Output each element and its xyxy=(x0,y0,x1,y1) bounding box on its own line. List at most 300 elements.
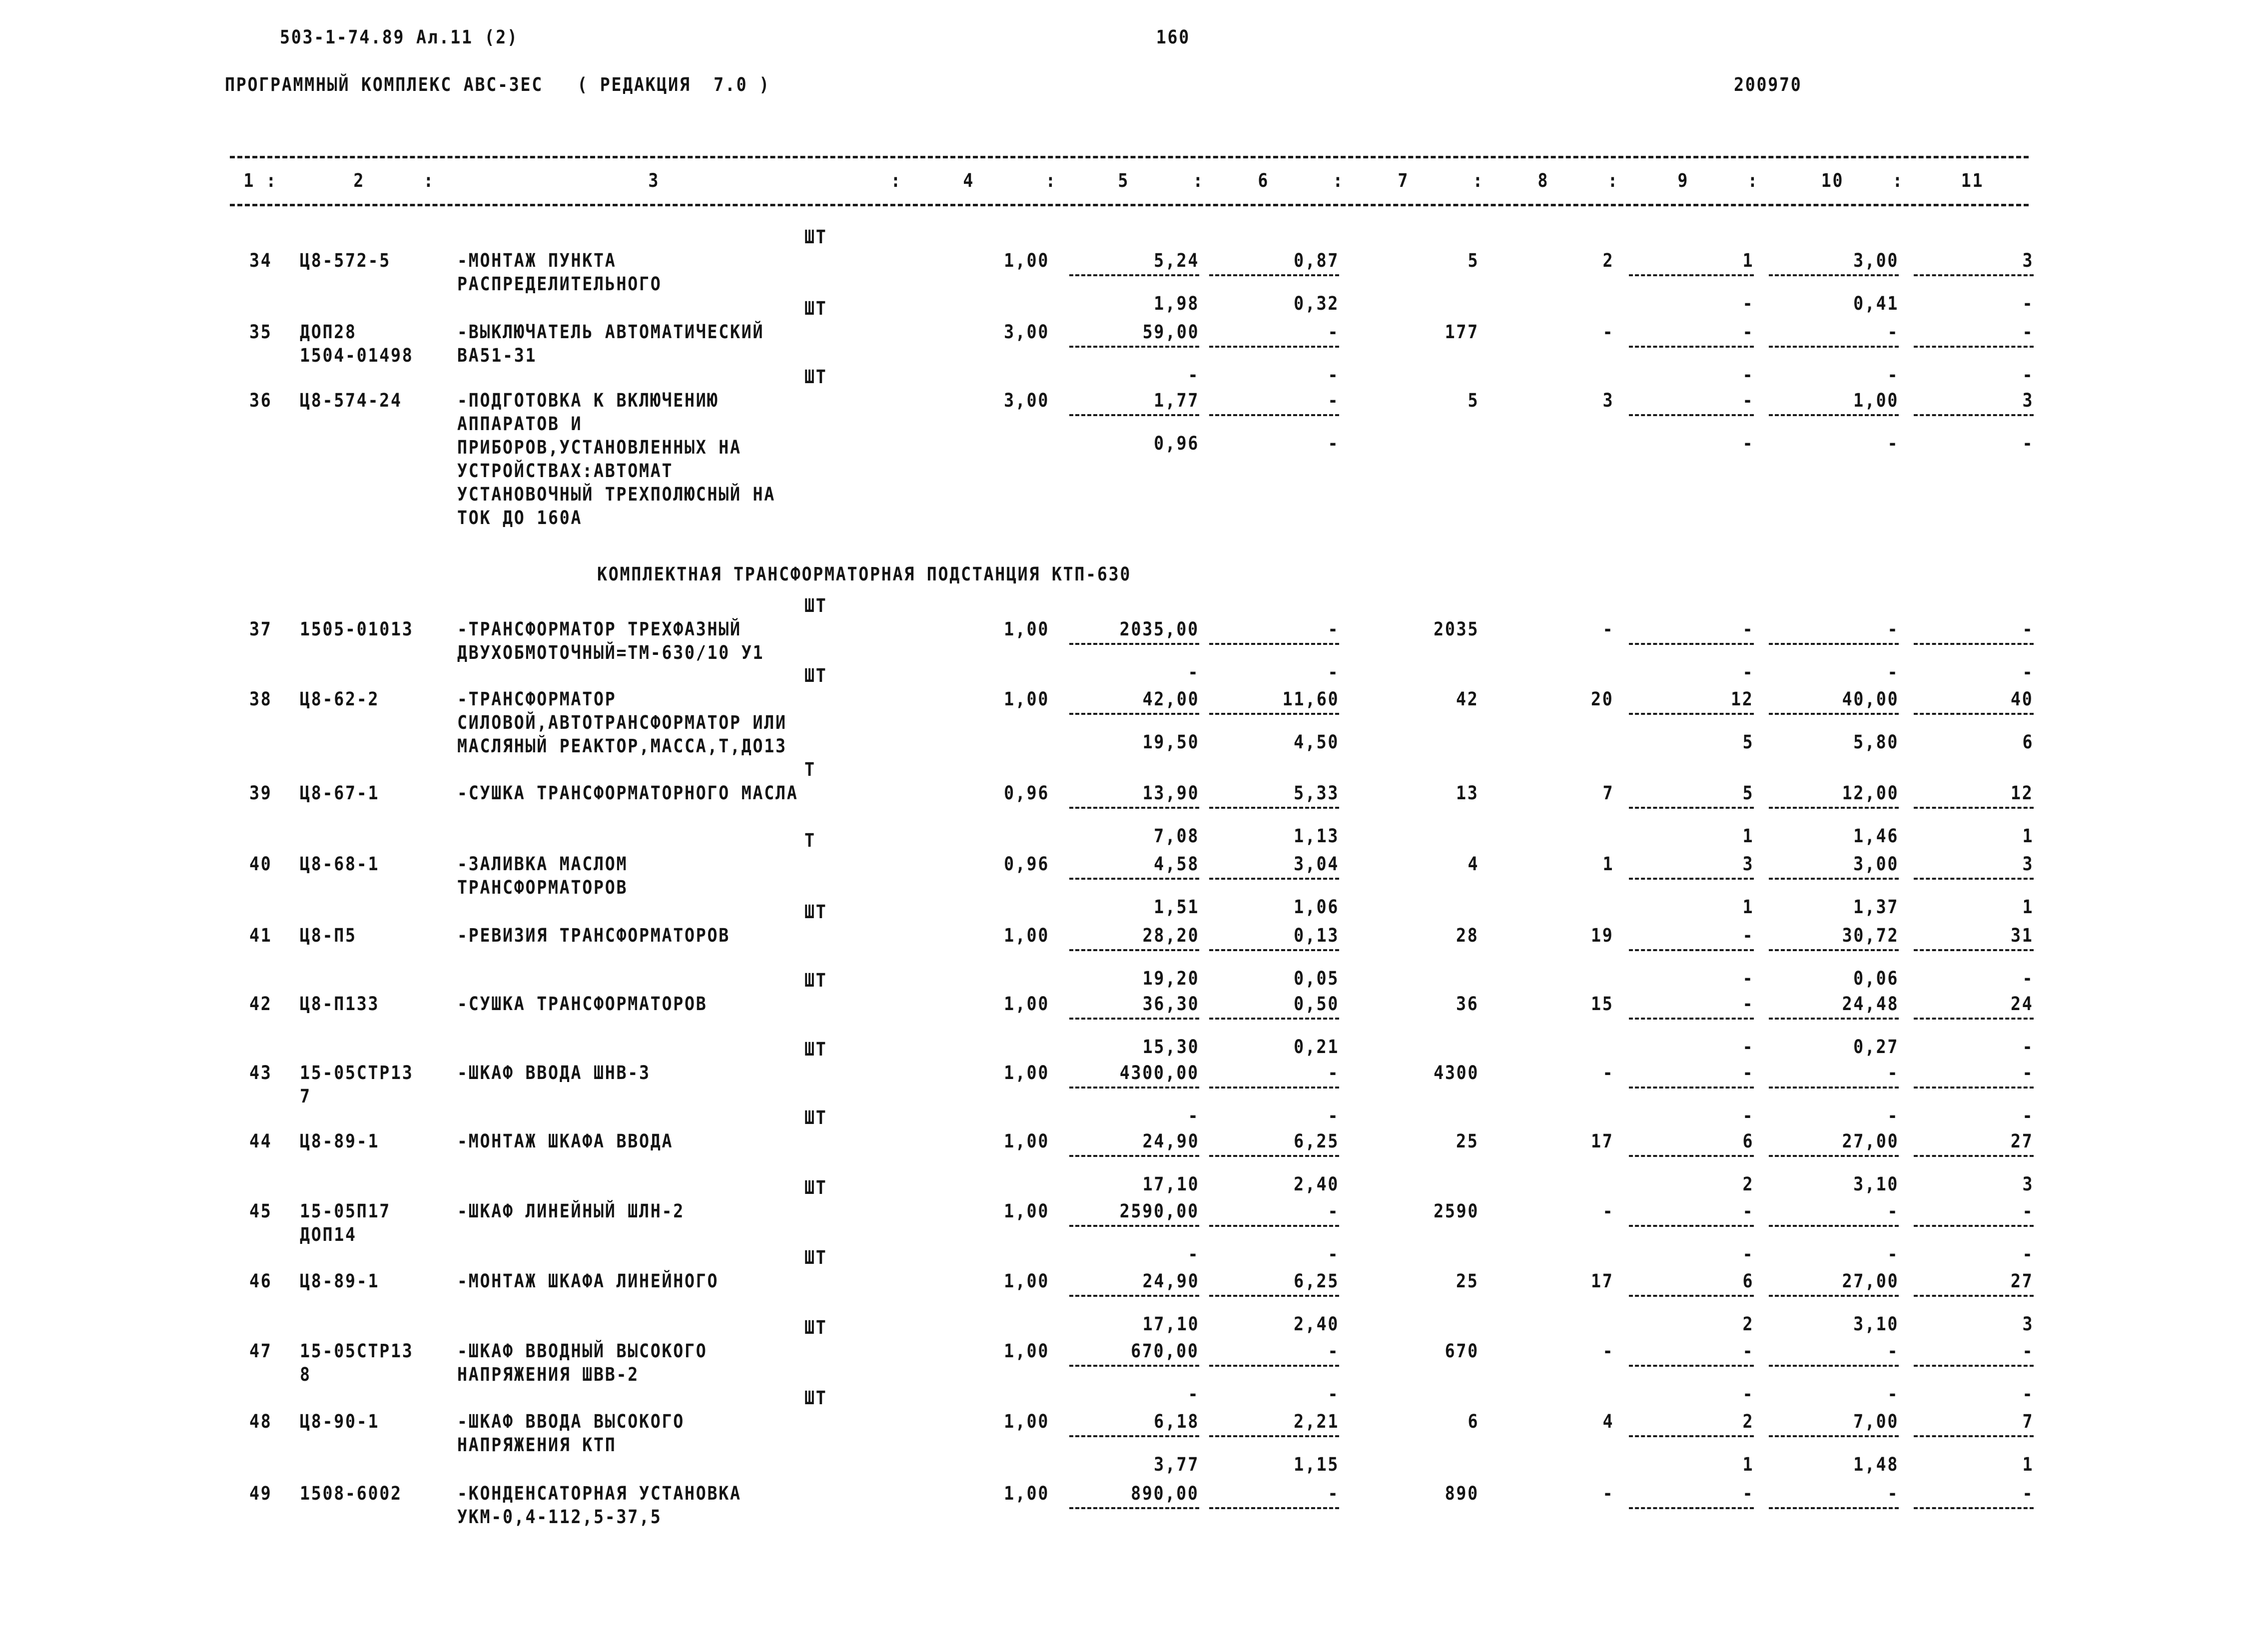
value-cell-c6b: 0,05 xyxy=(1294,968,1339,989)
value-cell-c6: - xyxy=(1328,618,1339,640)
description-cell: -ТРАНСФОРМАТОР xyxy=(457,688,617,710)
code-cell: Ц8-67-1 xyxy=(300,782,380,804)
value-cell-c10b: 1,46 xyxy=(1853,825,1899,847)
cell-divider xyxy=(1769,274,1899,276)
cell-divider xyxy=(1209,1225,1339,1227)
cell-divider xyxy=(1209,1018,1339,1020)
value-cell-c9b: 2 xyxy=(1742,1173,1754,1195)
description-cell: -КОНДЕНСАТОРНАЯ УСТАНОВКА xyxy=(457,1483,742,1504)
quantity-cell: 1,00 xyxy=(1004,1340,1049,1362)
value-cell-c6b: - xyxy=(1328,1383,1339,1405)
column-header-7: 7 xyxy=(1398,170,1410,191)
value-cell-c8: 3 xyxy=(1602,390,1614,411)
cell-divider xyxy=(1629,1087,1754,1089)
value-cell-c7: 5 xyxy=(1468,250,1479,271)
value-cell-c11b: 1 xyxy=(2022,825,2034,847)
value-cell-c9: - xyxy=(1742,390,1754,411)
value-cell-c6: 11,60 xyxy=(1282,688,1339,710)
row-number: 38 xyxy=(249,688,272,710)
description-cell: -ШКАФ ВВОДА ВЫСОКОГО xyxy=(457,1411,685,1432)
description-cell: МАСЛЯНЫЙ РЕАКТОР,МАССА,Т,ДО13 xyxy=(457,735,787,757)
value-cell-c11: 3 xyxy=(2022,390,2034,411)
cell-divider xyxy=(1629,1507,1754,1509)
code-cell: Ц8-62-2 xyxy=(300,688,380,710)
value-cell-c11: 7 xyxy=(2022,1411,2034,1432)
value-cell-c8: 2 xyxy=(1602,250,1614,271)
cell-divider xyxy=(1069,1155,1199,1157)
value-cell-c11b: - xyxy=(2022,1243,2034,1265)
code-cell: 15-05СТР13 xyxy=(300,1062,414,1084)
cell-divider xyxy=(1914,1087,2034,1089)
value-cell-c10b: 1,48 xyxy=(1853,1454,1899,1475)
value-cell-c5: 2035,00 xyxy=(1119,618,1199,640)
value-cell-c11: 27 xyxy=(2011,1130,2034,1152)
value-cell-c6b: - xyxy=(1328,364,1339,386)
value-cell-c10: 30,72 xyxy=(1842,925,1899,946)
value-cell-c5: 6,18 xyxy=(1154,1411,1199,1432)
row-number: 42 xyxy=(249,993,272,1015)
cell-divider xyxy=(1769,1225,1899,1227)
description-cell: РАСПРЕДЕЛИТЕЛЬНОГО xyxy=(457,273,662,295)
cell-divider xyxy=(1209,878,1339,880)
value-cell-c6: - xyxy=(1328,1340,1339,1362)
quantity-cell: 0,96 xyxy=(1004,782,1049,804)
column-separator: : xyxy=(1193,170,1205,191)
value-cell-c10b: - xyxy=(1887,1243,1899,1265)
cell-divider xyxy=(1069,346,1199,348)
value-cell-c6b: 2,40 xyxy=(1294,1313,1339,1335)
value-cell-c5: 1,77 xyxy=(1154,390,1199,411)
value-cell-c11b: - xyxy=(2022,661,2034,683)
value-cell-c8: 15 xyxy=(1591,993,1614,1015)
value-cell-c5b: 1,51 xyxy=(1154,896,1199,918)
value-cell-c6b: - xyxy=(1328,1243,1339,1265)
code-cell: 7 xyxy=(300,1086,311,1107)
row-number: 41 xyxy=(249,925,272,946)
value-cell-c9: 6 xyxy=(1742,1270,1754,1292)
value-cell-c5: 24,90 xyxy=(1142,1270,1199,1292)
value-cell-c8: - xyxy=(1602,618,1614,640)
value-cell-c7: 42 xyxy=(1456,688,1479,710)
cell-divider xyxy=(1914,414,2034,416)
value-cell-c7: 890 xyxy=(1445,1483,1479,1504)
unit-cell: ШТ xyxy=(804,366,827,388)
value-cell-c5: 890,00 xyxy=(1131,1483,1199,1504)
value-cell-c9b: 1 xyxy=(1742,1454,1754,1475)
quantity-cell: 1,00 xyxy=(1004,1483,1049,1504)
unit-cell: ШТ xyxy=(804,665,827,686)
description-cell: -ШКАФ ВВОДА ШНВ-3 xyxy=(457,1062,651,1084)
cell-divider xyxy=(1069,1365,1199,1367)
description-cell: -МОНТАЖ ШКАФА ЛИНЕЙНОГО xyxy=(457,1270,719,1292)
cell-divider xyxy=(1069,1225,1199,1227)
value-cell-c5b: - xyxy=(1188,1383,1199,1405)
value-cell-c8: - xyxy=(1602,1340,1614,1362)
value-cell-c8: 7 xyxy=(1602,782,1614,804)
value-cell-c11b: - xyxy=(2022,293,2034,314)
quantity-cell: 0,96 xyxy=(1004,853,1049,875)
code-cell: Ц8-П5 xyxy=(300,925,357,946)
value-cell-c10b: - xyxy=(1887,433,1899,454)
row-number: 45 xyxy=(249,1200,272,1222)
row-number: 36 xyxy=(249,390,272,411)
value-cell-c8: - xyxy=(1602,1062,1614,1084)
doc-code: 503-1-74.89 Ал.11 (2) xyxy=(280,26,519,48)
cell-divider xyxy=(1914,1507,2034,1509)
value-cell-c9: - xyxy=(1742,1483,1754,1504)
value-cell-c5b: 17,10 xyxy=(1142,1313,1199,1335)
cell-divider xyxy=(1069,274,1199,276)
cell-divider xyxy=(1069,1295,1199,1297)
quantity-cell: 1,00 xyxy=(1004,1062,1049,1084)
value-cell-c9: - xyxy=(1742,1062,1754,1084)
value-cell-c10: 27,00 xyxy=(1842,1130,1899,1152)
unit-cell: ШТ xyxy=(804,1107,827,1128)
value-cell-c11: 3 xyxy=(2022,853,2034,875)
description-cell: СИЛОВОЙ,АВТОТРАНСФОРМАТОР ИЛИ xyxy=(457,712,787,733)
description-cell: -ШКАФ ВВОДНЫЙ ВЫСОКОГО xyxy=(457,1340,708,1362)
value-cell-c9: 6 xyxy=(1742,1130,1754,1152)
row-number: 34 xyxy=(249,250,272,271)
cell-divider xyxy=(1769,807,1899,809)
value-cell-c9b: 1 xyxy=(1742,896,1754,918)
column-header-9: 9 xyxy=(1677,170,1689,191)
unit-cell: ШТ xyxy=(804,595,827,616)
code-cell: Ц8-68-1 xyxy=(300,853,380,875)
description-cell: -ПОДГОТОВКА К ВКЛЮЧЕНИЮ xyxy=(457,390,719,411)
value-cell-c6: 6,25 xyxy=(1294,1270,1339,1292)
value-cell-c8: 17 xyxy=(1591,1130,1614,1152)
value-cell-c10b: 1,37 xyxy=(1853,896,1899,918)
value-cell-c9: - xyxy=(1742,321,1754,343)
value-cell-c5b: 17,10 xyxy=(1142,1173,1199,1195)
code-cell: Ц8-574-24 xyxy=(300,390,402,411)
code-cell: 15-05П17 xyxy=(300,1200,391,1222)
value-cell-c11b: - xyxy=(2022,433,2034,454)
cell-divider xyxy=(1069,643,1199,645)
column-header-2: 2 xyxy=(353,170,365,191)
date-code: 200970 xyxy=(1734,74,1802,95)
value-cell-c11: 31 xyxy=(2011,925,2034,946)
description-cell: -ВЫКЛЮЧАТЕЛЬ АВТОМАТИЧЕСКИЙ xyxy=(457,321,764,343)
description-cell: УСТАНОВОЧНЫЙ ТРЕХПОЛЮСНЫЙ НА xyxy=(457,484,775,505)
value-cell-c5: 59,00 xyxy=(1142,321,1199,343)
cell-divider xyxy=(1769,878,1899,880)
cell-divider xyxy=(1914,1295,2034,1297)
value-cell-c10b: - xyxy=(1887,1105,1899,1126)
value-cell-c6b: - xyxy=(1328,433,1339,454)
code-cell: Ц8-572-5 xyxy=(300,250,391,271)
description-cell: -ТРАНСФОРМАТОР ТРЕХФАЗНЫЙ xyxy=(457,618,742,640)
value-cell-c5: 4,58 xyxy=(1154,853,1199,875)
value-cell-c6b: 0,21 xyxy=(1294,1036,1339,1058)
value-cell-c5: 670,00 xyxy=(1131,1340,1199,1362)
value-cell-c11: - xyxy=(2022,1483,2034,1504)
value-cell-c7: 2590 xyxy=(1434,1200,1479,1222)
value-cell-c9: - xyxy=(1742,1340,1754,1362)
row-number: 44 xyxy=(249,1130,272,1152)
value-cell-c9: 3 xyxy=(1742,853,1754,875)
cell-divider xyxy=(1069,1507,1199,1509)
unit-cell: ШТ xyxy=(804,1039,827,1060)
value-cell-c6: 0,13 xyxy=(1294,925,1339,946)
cell-divider xyxy=(1769,346,1899,348)
cell-divider xyxy=(1209,1435,1339,1437)
code-cell: Ц8-89-1 xyxy=(300,1270,380,1292)
value-cell-c9b: 2 xyxy=(1742,1313,1754,1335)
value-cell-c7: 670 xyxy=(1445,1340,1479,1362)
value-cell-c5b: 19,20 xyxy=(1142,968,1199,989)
column-header-4: 4 xyxy=(963,170,975,191)
value-cell-c6: - xyxy=(1328,1200,1339,1222)
code-cell: 15-05СТР13 xyxy=(300,1340,414,1362)
description-cell: УСТРОЙСТВАХ:АВТОМАТ xyxy=(457,460,674,482)
value-cell-c5b: 19,50 xyxy=(1142,731,1199,753)
value-cell-c10b: 0,06 xyxy=(1853,968,1899,989)
value-cell-c10: 27,00 xyxy=(1842,1270,1899,1292)
value-cell-c10: 12,00 xyxy=(1842,782,1899,804)
row-number: 48 xyxy=(249,1411,272,1432)
value-cell-c6: 2,21 xyxy=(1294,1411,1339,1432)
description-cell: УКМ-0,4-112,5-37,5 xyxy=(457,1506,662,1528)
value-cell-c11: 40 xyxy=(2011,688,2034,710)
value-cell-c10b: 0,41 xyxy=(1853,293,1899,314)
value-cell-c10b: - xyxy=(1887,1383,1899,1405)
row-number: 49 xyxy=(249,1483,272,1504)
value-cell-c10b: 0,27 xyxy=(1853,1036,1899,1058)
unit-cell: ШТ xyxy=(804,970,827,991)
cell-divider xyxy=(1209,274,1339,276)
value-cell-c10: 40,00 xyxy=(1842,688,1899,710)
value-cell-c5b: - xyxy=(1188,661,1199,683)
cell-divider xyxy=(1629,878,1754,880)
cell-divider xyxy=(1209,346,1339,348)
description-cell: -МОНТАЖ ПУНКТА xyxy=(457,250,617,271)
value-cell-c9: - xyxy=(1742,618,1754,640)
value-cell-c8: 1 xyxy=(1602,853,1614,875)
cell-divider xyxy=(1209,949,1339,951)
quantity-cell: 1,00 xyxy=(1004,1270,1049,1292)
cell-divider xyxy=(1629,807,1754,809)
unit-cell: ШТ xyxy=(804,1177,827,1198)
value-cell-c5: 42,00 xyxy=(1142,688,1199,710)
quantity-cell: 1,00 xyxy=(1004,993,1049,1015)
cell-divider xyxy=(1769,643,1899,645)
value-cell-c5: 36,30 xyxy=(1142,993,1199,1015)
value-cell-c6: 6,25 xyxy=(1294,1130,1339,1152)
table-top-border xyxy=(230,156,2029,158)
value-cell-c11: 27 xyxy=(2011,1270,2034,1292)
column-header-3: 3 xyxy=(648,170,660,191)
quantity-cell: 1,00 xyxy=(1004,1130,1049,1152)
value-cell-c9b: 1 xyxy=(1742,825,1754,847)
value-cell-c8: - xyxy=(1602,1200,1614,1222)
value-cell-c7: 6 xyxy=(1468,1411,1479,1432)
value-cell-c6: - xyxy=(1328,1483,1339,1504)
unit-cell: ШТ xyxy=(804,1387,827,1409)
cell-divider xyxy=(1069,713,1199,715)
value-cell-c5b: - xyxy=(1188,1243,1199,1265)
row-number: 37 xyxy=(249,618,272,640)
cell-divider xyxy=(1769,1435,1899,1437)
description-cell: -РЕВИЗИЯ ТРАНСФОРМАТОРОВ xyxy=(457,925,730,946)
unit-cell: ШТ xyxy=(804,1317,827,1338)
code-cell: 1508-6002 xyxy=(300,1483,402,1504)
value-cell-c11: 3 xyxy=(2022,250,2034,271)
code-cell: Ц8-П133 xyxy=(300,993,380,1015)
description-cell: -СУШКА ТРАНСФОРМАТОРНОГО МАСЛА xyxy=(457,782,798,804)
value-cell-c10b: - xyxy=(1887,364,1899,386)
value-cell-c9b: - xyxy=(1742,433,1754,454)
value-cell-c10: 7,00 xyxy=(1853,1411,1899,1432)
column-separator: : xyxy=(266,170,278,191)
unit-cell: ШТ xyxy=(804,226,827,248)
value-cell-c6: 5,33 xyxy=(1294,782,1339,804)
value-cell-c5b: - xyxy=(1188,364,1199,386)
value-cell-c7: 36 xyxy=(1456,993,1479,1015)
value-cell-c5: 28,20 xyxy=(1142,925,1199,946)
cell-divider xyxy=(1914,807,2034,809)
cell-divider xyxy=(1069,878,1199,880)
value-cell-c6b: 1,15 xyxy=(1294,1454,1339,1475)
cell-divider xyxy=(1769,1155,1899,1157)
value-cell-c6b: 1,06 xyxy=(1294,896,1339,918)
value-cell-c11b: 6 xyxy=(2022,731,2034,753)
value-cell-c10: - xyxy=(1887,1483,1899,1504)
cell-divider xyxy=(1209,713,1339,715)
cell-divider xyxy=(1069,949,1199,951)
value-cell-c11: - xyxy=(2022,321,2034,343)
row-number: 35 xyxy=(249,321,272,343)
quantity-cell: 1,00 xyxy=(1004,1200,1049,1222)
value-cell-c11b: - xyxy=(2022,1383,2034,1405)
cell-divider xyxy=(1769,1087,1899,1089)
column-separator: : xyxy=(423,170,435,191)
cell-divider xyxy=(1629,274,1754,276)
unit-cell: ШТ xyxy=(804,1247,827,1268)
value-cell-c7: 177 xyxy=(1445,321,1479,343)
cell-divider xyxy=(1629,1155,1754,1157)
row-number: 43 xyxy=(249,1062,272,1084)
unit-cell: Т xyxy=(804,830,816,851)
cell-divider xyxy=(1629,346,1754,348)
code-cell: Ц8-89-1 xyxy=(300,1130,380,1152)
header-bottom-border xyxy=(230,204,2029,206)
value-cell-c11: - xyxy=(2022,1200,2034,1222)
code-cell: 1504-01498 xyxy=(300,345,414,366)
value-cell-c11: 24 xyxy=(2011,993,2034,1015)
cell-divider xyxy=(1914,1225,2034,1227)
value-cell-c7: 28 xyxy=(1456,925,1479,946)
cell-divider xyxy=(1209,1295,1339,1297)
cell-divider xyxy=(1914,949,2034,951)
cell-divider xyxy=(1069,807,1199,809)
cell-divider xyxy=(1209,414,1339,416)
description-cell: ТРАНСФОРМАТОРОВ xyxy=(457,877,628,898)
cell-divider xyxy=(1069,1087,1199,1089)
value-cell-c7: 25 xyxy=(1456,1270,1479,1292)
description-cell: ТОК ДО 160А xyxy=(457,507,583,529)
value-cell-c8: 20 xyxy=(1591,688,1614,710)
column-header-10: 10 xyxy=(1821,170,1844,191)
value-cell-c10: 1,00 xyxy=(1853,390,1899,411)
cell-divider xyxy=(1769,1365,1899,1367)
column-header-1: 1 xyxy=(243,170,255,191)
value-cell-c8: 19 xyxy=(1591,925,1614,946)
value-cell-c11: 12 xyxy=(2011,782,2034,804)
cell-divider xyxy=(1769,949,1899,951)
value-cell-c10b: 3,10 xyxy=(1853,1313,1899,1335)
value-cell-c11b: - xyxy=(2022,1036,2034,1058)
row-number: 40 xyxy=(249,853,272,875)
row-number: 47 xyxy=(249,1340,272,1362)
column-header-6: 6 xyxy=(1258,170,1270,191)
row-number: 39 xyxy=(249,782,272,804)
value-cell-c10b: 3,10 xyxy=(1853,1173,1899,1195)
row-number: 46 xyxy=(249,1270,272,1292)
quantity-cell: 1,00 xyxy=(1004,1411,1049,1432)
value-cell-c5b: 0,96 xyxy=(1154,433,1199,454)
description-cell: НАПРЯЖЕНИЯ КТП xyxy=(457,1434,617,1456)
cell-divider xyxy=(1629,1295,1754,1297)
cell-divider xyxy=(1769,713,1899,715)
value-cell-c5b: 1,98 xyxy=(1154,293,1199,314)
cell-divider xyxy=(1069,414,1199,416)
value-cell-c9: - xyxy=(1742,993,1754,1015)
quantity-cell: 1,00 xyxy=(1004,618,1049,640)
unit-cell: ШТ xyxy=(804,901,827,923)
value-cell-c7: 25 xyxy=(1456,1130,1479,1152)
cell-divider xyxy=(1629,949,1754,951)
value-cell-c8: 17 xyxy=(1591,1270,1614,1292)
value-cell-c9: 1 xyxy=(1742,250,1754,271)
description-cell: АППАРАТОВ И xyxy=(457,413,583,435)
value-cell-c6b: 4,50 xyxy=(1294,731,1339,753)
value-cell-c7: 5 xyxy=(1468,390,1479,411)
cell-divider xyxy=(1209,1155,1339,1157)
value-cell-c8: - xyxy=(1602,321,1614,343)
code-cell: 1505-01013 xyxy=(300,618,414,640)
value-cell-c7: 2035 xyxy=(1434,618,1479,640)
cell-divider xyxy=(1629,414,1754,416)
cell-divider xyxy=(1914,1365,2034,1367)
value-cell-c9b: - xyxy=(1742,661,1754,683)
code-cell: Ц8-90-1 xyxy=(300,1411,380,1432)
description-cell: -ЗАЛИВКА МАСЛОМ xyxy=(457,853,628,875)
value-cell-c10: - xyxy=(1887,618,1899,640)
description-cell: -МОНТАЖ ШКАФА ВВОДА xyxy=(457,1130,674,1152)
value-cell-c9: 5 xyxy=(1742,782,1754,804)
value-cell-c10: - xyxy=(1887,1062,1899,1084)
value-cell-c6: - xyxy=(1328,321,1339,343)
cell-divider xyxy=(1769,1018,1899,1020)
value-cell-c9: 2 xyxy=(1742,1411,1754,1432)
value-cell-c10b: 5,80 xyxy=(1853,731,1899,753)
quantity-cell: 1,00 xyxy=(1004,925,1049,946)
code-cell: 8 xyxy=(300,1364,311,1385)
value-cell-c9b: - xyxy=(1742,1383,1754,1405)
cell-divider xyxy=(1769,414,1899,416)
value-cell-c9b: - xyxy=(1742,968,1754,989)
cell-divider xyxy=(1914,1018,2034,1020)
cell-divider xyxy=(1769,1507,1899,1509)
value-cell-c5: 4300,00 xyxy=(1119,1062,1199,1084)
value-cell-c6: - xyxy=(1328,1062,1339,1084)
value-cell-c9b: - xyxy=(1742,364,1754,386)
value-cell-c7: 13 xyxy=(1456,782,1479,804)
value-cell-c5b: 3,77 xyxy=(1154,1454,1199,1475)
cell-divider xyxy=(1914,346,2034,348)
